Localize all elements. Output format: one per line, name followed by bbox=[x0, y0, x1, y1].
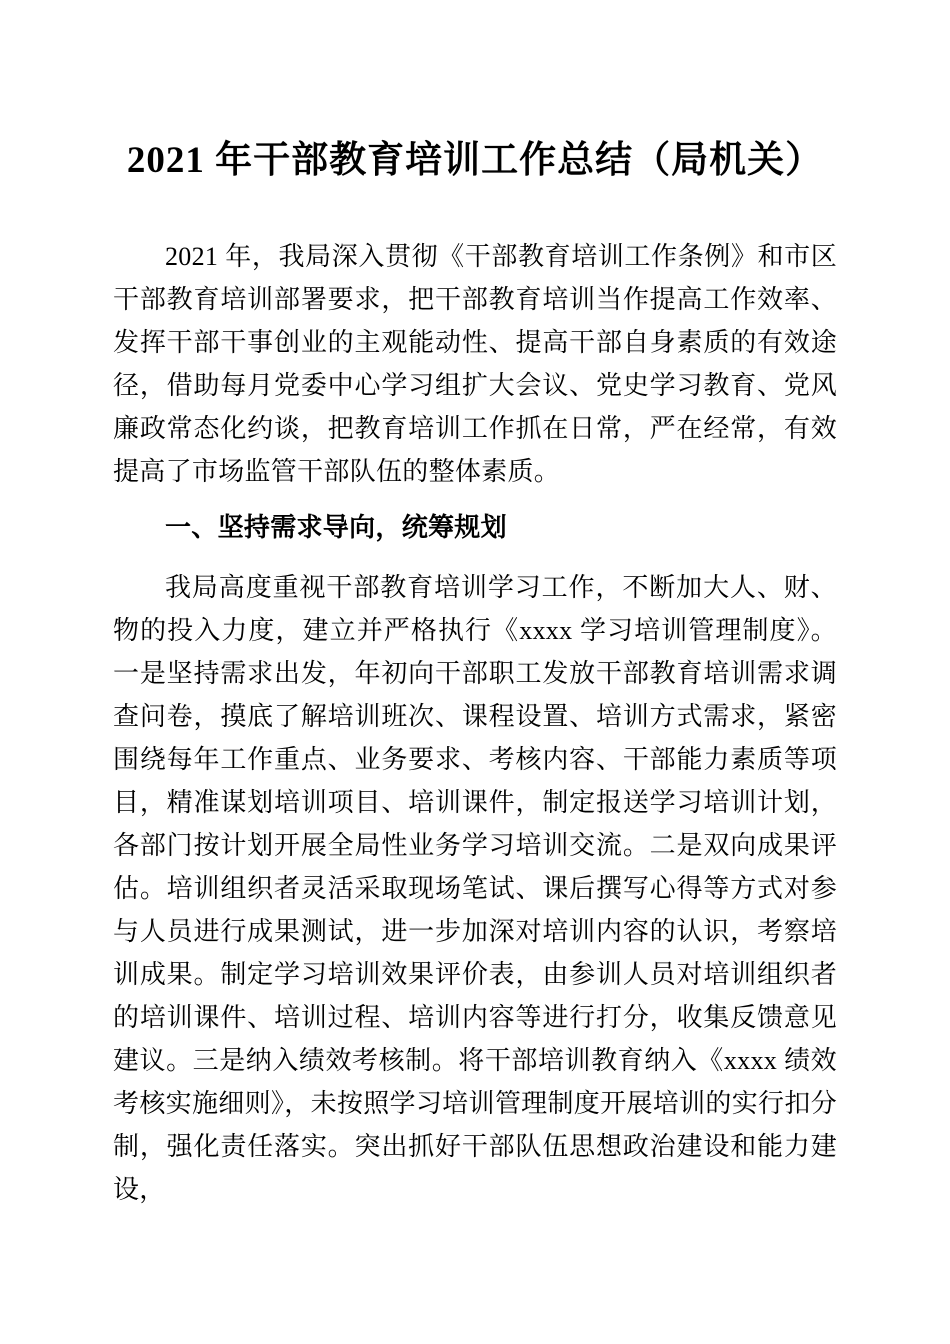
document-content bbox=[0, 130, 950, 1211]
intro-paragraph: 2021 年，我局深入贯彻《干部教育培训工作条例》和市区干部教育培训部署要求，把干部教育培训当作提高工作效率、发挥干部干事创业的主观能动性、提高干部自身素质的有效途径，借助每月党委中心学习组扩大会议、党史学习教育、党风廉政常态化约谈，把教育培训工作抓在日常，严在经常，有效提高了市场监管干部队伍的整体素质。 bbox=[113, 242, 837, 486]
document-title: 2021 年干部教育培训工作总结（局机关） bbox=[126, 140, 824, 181]
section-1-heading: 一、坚持需求导向，统筹规划 bbox=[165, 512, 507, 542]
section-1-paragraph: 我局高度重视干部教育培训学习工作，不断加大人、财、物的投入力度，建立并严格执行《xxxx 学习培训管理制度》。一是坚持需求出发，年初向干部职工发放干部教育培训需求调查问卷，摸底了解培训班次、课程设置、培训方式需求，紧密围绕每年工作重点、业务要求、考核内容、干部能力素质等项目，精准谋划培训项目、培训课件，制定报送学习培训计划，各部门按计划开展全局性业务学习培训交流。二是双向成果评估。培训组织者灵活采取现场笔试、课后撰写心得等方式对参与人员进行成果测试，进一步加深对培训内容的认识，考察培训成果。制定学习培训效果评价表，由参训人员对培训组织者的培训课件、培训过程、培训内容等进行打分，收集反馈意见建议。三是纳入绩效考核制。将干部培训教育纳入《xxxx 绩效考核实施细则》，未按照学习培训管理制度开展培训的实行扣分制，强化责任落实。突出抓好干部队伍思想政治建设和能力建设， bbox=[113, 573, 837, 1204]
